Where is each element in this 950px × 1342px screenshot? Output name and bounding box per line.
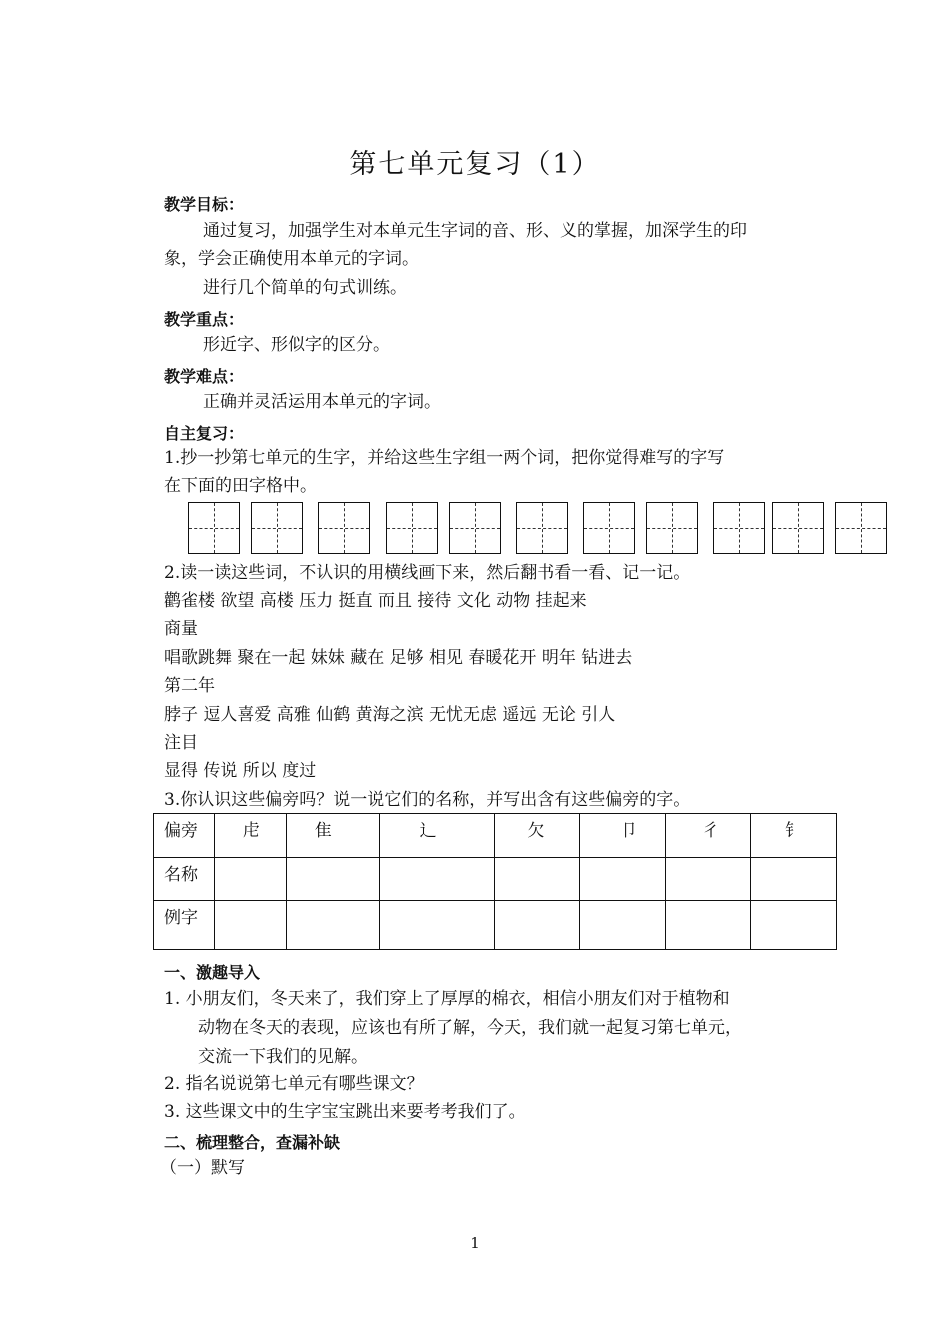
radical-cell: 隹	[286, 814, 379, 858]
self-review-heading: 自主复习：	[164, 424, 245, 443]
row-label-example: 例字	[154, 901, 215, 950]
radical-cell: 辶	[379, 814, 495, 858]
tianzige-cell[interactable]	[251, 502, 303, 554]
radical-cell: 欠	[495, 814, 580, 858]
answer-cell[interactable]	[379, 858, 495, 901]
tianzige-cell[interactable]	[188, 502, 240, 554]
word-list-row1: 鹳雀楼 欲望 高楼 压力 挺直 而且 接待 文化 动物 挂起来	[164, 591, 587, 611]
row-label-name: 名称	[154, 858, 215, 901]
answer-cell[interactable]	[751, 858, 837, 901]
goals-text-line1: 通过复习，加强学生对本单元生字词的音、形、义的掌握，加深学生的印	[203, 221, 747, 241]
answer-cell[interactable]	[580, 901, 666, 950]
page-title: 第七单元复习（1）	[349, 149, 601, 180]
difficulty-heading: 教学难点：	[164, 367, 245, 386]
key-points-text: 形近字、形似字的区分。	[203, 335, 390, 355]
goals-heading: 教学目标：	[164, 195, 245, 214]
table-row	[154, 858, 837, 901]
part1-item2: 2. 指名说说第七单元有哪些课文？	[164, 1074, 424, 1094]
task1-line1: 1.抄一抄第七单元的生字，并给这些生字组一两个词，把你觉得难写的字写	[164, 448, 725, 468]
difficulty-text: 正确并灵活运用本单元的字词。	[203, 392, 441, 412]
tianzige-cell[interactable]	[835, 502, 887, 554]
answer-cell[interactable]	[214, 901, 286, 950]
answer-cell[interactable]	[666, 858, 751, 901]
answer-cell[interactable]	[495, 901, 580, 950]
radical-cell: 彳	[666, 814, 751, 858]
radical-cell: 卩	[580, 814, 666, 858]
task1-line2: 在下面的田字格中。	[164, 476, 317, 496]
answer-cell[interactable]	[286, 858, 379, 901]
radical-cell: 钅	[751, 814, 837, 858]
goals-text-line3: 进行几个简单的句式训练。	[203, 278, 407, 298]
word-list-row2-wrap: 第二年	[164, 676, 215, 696]
table-row	[154, 814, 837, 858]
task2-intro: 2.读一读这些词，不认识的用横线画下来，然后翻书看一看、记一记。	[164, 563, 691, 583]
word-list-row4: 显得 传说 所以 度过	[164, 761, 317, 781]
page-number: 1	[470, 1234, 480, 1252]
key-points-heading: 教学重点：	[164, 310, 245, 329]
answer-cell[interactable]	[286, 901, 379, 950]
goals-text-line2: 象，学会正确使用本单元的字词。	[164, 249, 419, 269]
part1-item1-line2: 动物在冬天的表现，应该也有所了解，今天，我们就一起复习第七单元，	[198, 1018, 742, 1038]
word-list-row1-wrap: 商量	[164, 619, 198, 639]
word-list-row2: 唱歌跳舞 聚在一起 妹妹 藏在 足够 相见 春暖花开 明年 钻进去	[164, 648, 633, 668]
part1-item1-line1: 1. 小朋友们，冬天来了，我们穿上了厚厚的棉衣，相信小朋友们对于植物和	[164, 989, 730, 1009]
answer-cell[interactable]	[495, 858, 580, 901]
tianzige-cell[interactable]	[386, 502, 438, 554]
radical-table	[153, 813, 837, 950]
radical-cell: 虍	[214, 814, 286, 858]
task3-intro: 3.你认识这些偏旁吗？说一说它们的名称，并写出含有这些偏旁的字。	[164, 790, 691, 810]
tianzige-cell[interactable]	[449, 502, 501, 554]
answer-cell[interactable]	[214, 858, 286, 901]
tianzige-cell[interactable]	[772, 502, 824, 554]
tianzige-cell[interactable]	[713, 502, 765, 554]
row-label-radical: 偏旁	[154, 814, 215, 858]
part2-heading: 二、梳理整合，查漏补缺	[164, 1133, 341, 1152]
part1-item1-line3: 交流一下我们的见解。	[198, 1047, 368, 1067]
table-row	[154, 901, 837, 950]
tianzige-cell[interactable]	[583, 502, 635, 554]
word-list-row3: 脖子 逗人喜爱 高雅 仙鹤 黄海之滨 无忧无虑 遥远 无论 引人	[164, 705, 616, 725]
tianzige-cell[interactable]	[646, 502, 698, 554]
tianzige-cell[interactable]	[318, 502, 370, 554]
word-list-row3-wrap: 注目	[164, 733, 198, 753]
part2-subheading: （一）默写	[160, 1158, 245, 1178]
answer-cell[interactable]	[751, 901, 837, 950]
answer-cell[interactable]	[379, 901, 495, 950]
tianzige-cell[interactable]	[516, 502, 568, 554]
part1-heading: 一、激趣导入	[164, 963, 261, 982]
answer-cell[interactable]	[666, 901, 751, 950]
answer-cell[interactable]	[580, 858, 666, 901]
part1-item3: 3. 这些课文中的生字宝宝跳出来要考考我们了。	[164, 1102, 526, 1122]
